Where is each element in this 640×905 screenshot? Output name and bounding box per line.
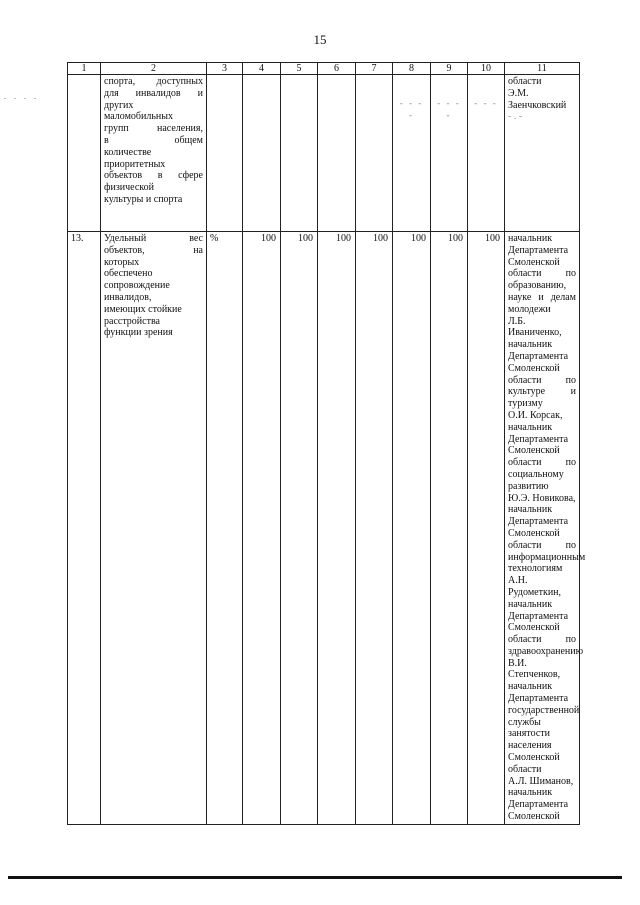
row-13-resp-line: туризму bbox=[508, 398, 543, 410]
header-col-3: 3 bbox=[207, 63, 243, 75]
row-13-resp-line: Департамента bbox=[508, 350, 569, 362]
row-13-resp-line: информационным bbox=[508, 551, 586, 563]
row-13-resp-line: области bbox=[508, 763, 542, 775]
row-13-resp-line: О.И. Корсак, bbox=[508, 409, 563, 421]
row-prev-resp-line: области bbox=[508, 76, 542, 87]
row-13-value: 100 bbox=[393, 232, 431, 825]
row-prev-desc-line: объектов в сфере bbox=[104, 170, 203, 182]
row-13-resp-line: Департамента bbox=[508, 693, 569, 705]
row-13-number: 13. bbox=[68, 232, 101, 825]
faint-dashes: - - - - bbox=[399, 98, 424, 120]
row-13-resp-line: области по bbox=[508, 268, 576, 280]
header-col-8: 8 bbox=[393, 63, 431, 75]
row-prev-col-6 bbox=[318, 75, 356, 232]
row-13-desc-line: инвалидов, bbox=[104, 291, 152, 303]
row-13-resp-line: Департамента bbox=[508, 244, 569, 256]
row-13-resp-line: начальник bbox=[508, 421, 553, 433]
row-prev-description bbox=[101, 75, 207, 232]
header-col-6: 6 bbox=[318, 63, 356, 75]
row-prev-desc-line: приоритетных bbox=[104, 158, 166, 170]
row-prev-desc-line: в общем bbox=[104, 134, 203, 146]
row-13-desc-line: сопровождение bbox=[104, 280, 170, 292]
row-prev-desc-line: культуры и спорта bbox=[104, 193, 183, 205]
row-13-desc-line: расстройства bbox=[104, 315, 160, 327]
header-col-4: 4 bbox=[243, 63, 281, 75]
row-13-resp-line: А.Н. Рудометкин, bbox=[508, 575, 562, 598]
faint-dashes: - - - bbox=[474, 98, 498, 108]
row-13-responsible bbox=[505, 232, 586, 825]
header-col-2: 2 bbox=[101, 63, 207, 75]
row-13-value: 100 bbox=[431, 232, 468, 825]
row-13-resp-line: Смоленской bbox=[508, 362, 560, 374]
row-prev-col-8 bbox=[393, 75, 431, 232]
row-13-resp-line: области по bbox=[508, 374, 576, 386]
row-13-resp-line: социальному bbox=[508, 468, 564, 480]
row-13-value: 100 bbox=[318, 232, 356, 825]
row-13-resp-line: области по bbox=[508, 634, 576, 646]
table-row-13 bbox=[68, 232, 580, 825]
row-prev-desc-line: для инвалидов и bbox=[104, 87, 203, 99]
row-13-resp-line: начальник bbox=[508, 787, 553, 799]
row-prev-desc-line: других bbox=[104, 99, 134, 111]
row-13-value: 100 bbox=[243, 232, 281, 825]
row-13-resp-line: науке и делам bbox=[508, 291, 576, 303]
row-13-resp-line: Смоленской bbox=[508, 622, 560, 634]
row-prev-resp-line: - . - bbox=[508, 111, 523, 123]
row-13-resp-line: культуре и bbox=[508, 386, 576, 398]
row-13-resp-line: населения bbox=[508, 740, 552, 752]
row-prev-resp-line: Э.М. Заенчковский bbox=[508, 87, 567, 111]
header-col-10: 10 bbox=[468, 63, 505, 75]
row-prev-number bbox=[68, 75, 101, 232]
row-13-value: 100 bbox=[468, 232, 505, 825]
header-col-9: 9 bbox=[431, 63, 468, 75]
indicators-table bbox=[67, 62, 586, 825]
row-13-resp-line: области по bbox=[508, 457, 576, 469]
header-col-11: 11 bbox=[505, 63, 580, 75]
row-13-resp-line: начальник bbox=[508, 233, 553, 244]
row-prev-col-7 bbox=[356, 75, 393, 232]
row-prev-col-5 bbox=[281, 75, 318, 232]
row-13-desc-line: функции зрения bbox=[104, 327, 173, 339]
row-prev-desc-line: физической bbox=[104, 182, 154, 194]
row-13-resp-line: Департамента bbox=[508, 610, 569, 622]
row-13-resp-line: области по bbox=[508, 539, 576, 551]
row-13-resp-line: Л.Б. Иваниченко, bbox=[508, 315, 562, 339]
row-prev-desc-line: спорта, доступных bbox=[104, 76, 203, 87]
row-13-resp-line: Департамента bbox=[508, 516, 569, 528]
header-col-1: 1 bbox=[68, 63, 101, 75]
row-13-value: 100 bbox=[281, 232, 318, 825]
row-13-resp-line: Смоленской bbox=[508, 752, 560, 764]
row-13-desc-line: имеющих стойкие bbox=[104, 303, 182, 315]
row-13-description bbox=[101, 232, 207, 825]
header-row bbox=[68, 63, 580, 75]
row-13-resp-line: начальник bbox=[508, 598, 553, 610]
bottom-rule bbox=[8, 876, 622, 879]
row-prev-col-4 bbox=[243, 75, 281, 232]
row-13-resp-line: В.И. Степченков, bbox=[508, 657, 561, 681]
row-13-resp-line: начальник bbox=[508, 339, 553, 351]
row-13-resp-line: Департамента bbox=[508, 799, 569, 811]
row-13-resp-line: Смоленской bbox=[508, 445, 560, 457]
row-prev-col-3 bbox=[207, 75, 243, 232]
row-13-resp-line: Смоленской bbox=[508, 527, 560, 539]
row-13-resp-line: начальник bbox=[508, 681, 553, 693]
row-13-resp-line: технологиям bbox=[508, 563, 563, 575]
row-13-resp-line: Смоленской bbox=[508, 256, 560, 268]
row-13-resp-line: начальник bbox=[508, 504, 553, 516]
row-13-resp-line: государственной bbox=[508, 704, 580, 716]
row-prev-col-10 bbox=[468, 75, 505, 232]
row-13-desc-line: которых bbox=[104, 256, 140, 268]
row-13-desc-line: Удельный вес bbox=[104, 233, 203, 244]
faint-dashes: - - - - bbox=[437, 98, 461, 120]
row-prev-responsible bbox=[505, 75, 580, 232]
row-13-resp-line: образованию, bbox=[508, 280, 567, 292]
row-13-resp-line: А.Л. Шиманов, bbox=[508, 775, 574, 787]
row-13-unit: % bbox=[207, 232, 243, 825]
row-13-resp-line: службы занятости bbox=[508, 716, 550, 740]
row-prev-desc-line: количестве bbox=[104, 146, 152, 158]
row-13-resp-line: молодежи bbox=[508, 303, 551, 315]
row-prev-col-9 bbox=[431, 75, 468, 232]
row-13-resp-line: Ю.Э. Новикова, bbox=[508, 492, 576, 504]
row-13-desc-line: объектов, на bbox=[104, 244, 203, 256]
row-prev-desc-line: маломобильных bbox=[104, 111, 173, 123]
margin-dots: . . . . bbox=[4, 92, 39, 101]
header-col-7: 7 bbox=[356, 63, 393, 75]
table-row-continued bbox=[68, 75, 580, 232]
row-prev-desc-line: групп населения, bbox=[104, 123, 203, 135]
row-13-resp-line: Смоленской bbox=[508, 811, 560, 823]
row-13-resp-line: развитию bbox=[508, 480, 549, 492]
header-col-5: 5 bbox=[281, 63, 318, 75]
row-13-resp-line: здравоохранению bbox=[508, 645, 584, 657]
row-13-resp-line: Департамента bbox=[508, 433, 569, 445]
row-13-desc-line: обеспечено bbox=[104, 268, 153, 280]
row-13-value: 100 bbox=[356, 232, 393, 825]
page-number: 15 bbox=[313, 32, 327, 47]
